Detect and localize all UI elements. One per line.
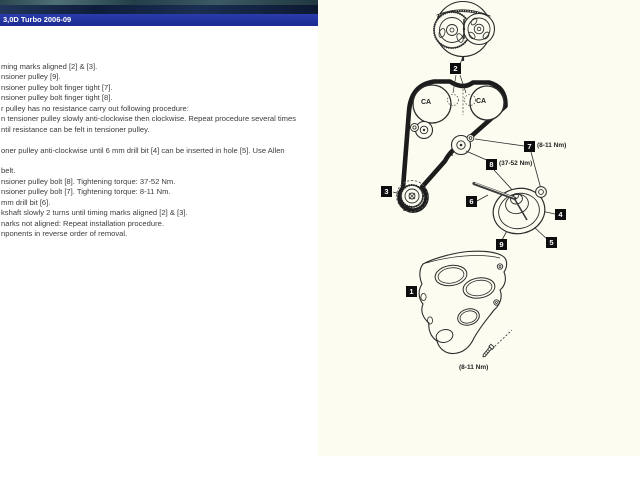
instruction-line: nsioner pulley [9]. bbox=[1, 72, 61, 82]
instruction-line: oner pulley anti-clockwise until 6 mm drill bit [4] can be inserted in hole [5]. Use Allen bbox=[1, 145, 285, 155]
instruction-line: nsioner pulley bolt finger tight [8]. bbox=[1, 93, 113, 103]
window-chrome-strip-bottom bbox=[0, 5, 319, 14]
camshaft-pulley-left bbox=[413, 85, 451, 123]
instruction-line: n tensioner pulley slowly anti-clockwise then clockwise. Repeat procedure several times bbox=[1, 114, 297, 124]
callout-1: 1 bbox=[406, 286, 417, 297]
fuel-pump-sprocket bbox=[397, 181, 428, 212]
callout-8: 8 bbox=[486, 159, 497, 170]
instruction-line: nsioner pulley bolt finger tight [7]. bbox=[1, 82, 113, 92]
vehicle-title-bar bbox=[0, 14, 318, 26]
instruction-line: mm drill bit [6]. bbox=[1, 197, 51, 207]
callout-3: 3 bbox=[381, 186, 392, 197]
instruction-line: nsioner pulley bolt [8]. Tightening torque: 37-52 Nm. bbox=[1, 176, 176, 186]
label-fuel-pump: FP bbox=[403, 206, 412, 213]
callout-2: 2 bbox=[450, 63, 461, 74]
instruction-line: kshaft slowly 2 turns until timing marks aligned [2] & [3]. bbox=[1, 208, 188, 218]
instruction-line: narks not aligned: Repeat installation procedure. bbox=[1, 218, 164, 228]
torque-note-cover-bolt: (8-11 Nm) bbox=[459, 364, 489, 371]
inset-detail-circle bbox=[434, 2, 495, 62]
label-camshaft-left: CA bbox=[421, 99, 432, 106]
cover-bolt bbox=[481, 344, 494, 358]
callout-7: 7 bbox=[524, 141, 535, 152]
instruction-line bbox=[1, 135, 331, 145]
vehicle-title: 3,0D Turbo 2006-09 bbox=[3, 15, 72, 24]
instruction-line: belt. bbox=[1, 166, 16, 176]
tensioner-pulley bbox=[452, 135, 474, 155]
label-tensioner: T bbox=[450, 151, 455, 158]
timing-belt-diagram bbox=[318, 0, 640, 456]
instruction-line: nsioner pulley bolt [7]. Tightening torque: 8-11 Nm. bbox=[1, 187, 171, 197]
inset-camshaft-pulley-right bbox=[464, 14, 495, 45]
callout-9: 9 bbox=[496, 239, 507, 250]
callout-4: 4 bbox=[555, 209, 566, 220]
callout-6: 6 bbox=[466, 196, 477, 207]
instruction-line: r pulley has no resistance carry out following procedure: bbox=[1, 103, 189, 113]
instruction-text-block bbox=[1, 62, 331, 239]
guide-pulley bbox=[411, 122, 433, 139]
instruction-line: ntil resistance can be felt in tensioner pulley. bbox=[1, 124, 150, 134]
instruction-line bbox=[1, 156, 331, 166]
instruction-line: ming marks aligned [2] & [3]. bbox=[1, 62, 98, 71]
label-camshaft-right: CA bbox=[476, 98, 487, 105]
torque-note-bolt-8: (37-52 Nm) bbox=[499, 160, 533, 167]
callout-5: 5 bbox=[546, 237, 557, 248]
timing-cover-housing bbox=[419, 251, 507, 353]
torque-note-bolt-7: (8-11 Nm) bbox=[537, 142, 567, 149]
instruction-line: nponents in reverse order of removal. bbox=[1, 229, 128, 238]
